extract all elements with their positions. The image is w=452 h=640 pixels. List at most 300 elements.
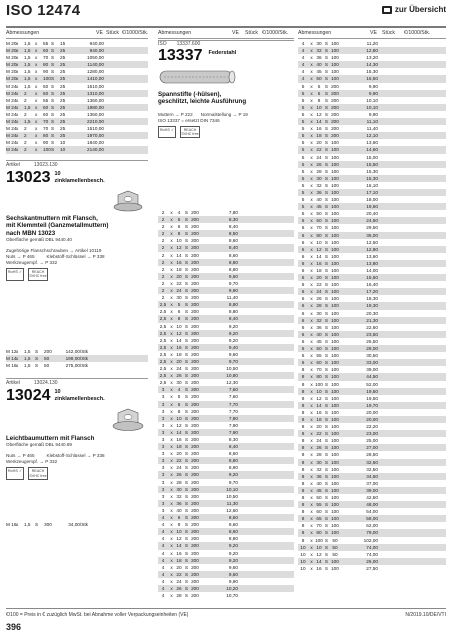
table-cell: S xyxy=(324,168,329,174)
table-cell: x xyxy=(35,76,38,82)
table-cell: 6 xyxy=(177,515,181,521)
table-cell: 5 xyxy=(301,83,305,89)
table-row xyxy=(298,40,446,47)
table-cell: x xyxy=(170,522,173,528)
table-cell: S xyxy=(324,182,329,188)
table-cell: 5 xyxy=(301,154,305,160)
table-cell: 4 xyxy=(161,550,165,556)
table-cell: 1,5 xyxy=(24,62,31,68)
middle-normal-link[interactable]: Normalstellung → P 19 xyxy=(200,111,248,117)
table-cell: 14,30 xyxy=(366,62,378,68)
table-cell: 200 xyxy=(331,83,339,89)
table-cell: 200 xyxy=(191,408,199,414)
table-cell: S xyxy=(51,48,55,54)
table-cell: 10,50 xyxy=(226,493,238,499)
table-cell: 2,5 xyxy=(159,358,167,364)
table-cell: 100 xyxy=(331,76,339,82)
table-cell: 36 xyxy=(316,473,322,479)
table-cell: S xyxy=(324,282,329,288)
table-cell: 200 xyxy=(191,337,199,343)
table-cell: 14 xyxy=(176,337,182,343)
iso-label: ISO xyxy=(158,41,167,47)
table-cell: S xyxy=(51,90,55,96)
mid-head-divider xyxy=(158,38,294,39)
table-cell: S xyxy=(324,83,329,89)
table-cell: x xyxy=(170,515,173,521)
table-cell: 12 xyxy=(316,111,322,117)
table-cell: S xyxy=(184,451,189,457)
table-cell: 24 xyxy=(176,288,182,294)
table-cell: S xyxy=(184,500,189,506)
table-row xyxy=(158,514,294,521)
table-cell: 16 xyxy=(176,437,182,442)
table-row xyxy=(158,209,294,216)
table-cell: x xyxy=(16,97,19,103)
right-head-divider xyxy=(298,38,446,39)
table-cell: 2,5 xyxy=(159,302,167,308)
table-cell: 11,10 xyxy=(366,119,378,125)
table-cell: 2140,00 xyxy=(87,147,104,153)
table-cell: 4 xyxy=(301,41,305,46)
article-desc-3: nach MBN 13023 xyxy=(6,229,56,237)
table-cell: 1,5 xyxy=(24,363,31,369)
table-cell: 45 xyxy=(316,487,322,493)
table-cell: S xyxy=(51,133,55,139)
table-cell: 10,20 xyxy=(226,585,238,591)
table-cell: 2 xyxy=(161,280,165,286)
table-cell: 22,60 xyxy=(366,324,378,330)
table-cell: x xyxy=(16,55,19,61)
table-cell: S xyxy=(324,310,329,316)
table-cell: 16 xyxy=(176,550,182,556)
page-title: ISO 12474 xyxy=(6,2,81,19)
table-cell: 24 xyxy=(176,465,182,471)
table-row xyxy=(6,90,148,97)
table-cell: 3 xyxy=(161,429,165,435)
table-cell: 5 xyxy=(301,104,305,110)
table-cell: 8,40 xyxy=(228,444,238,450)
table-cell: S xyxy=(184,493,189,499)
table-cell: S xyxy=(324,175,329,181)
table-cell: S xyxy=(51,126,55,132)
table-cell: S xyxy=(324,424,329,430)
table-cell: 275,00/Stk xyxy=(65,363,88,369)
table-cell: x xyxy=(170,422,173,428)
table-cell: S xyxy=(324,346,329,352)
table-cell: x xyxy=(170,302,173,308)
table-row xyxy=(158,464,294,471)
table-cell: 80 xyxy=(316,232,322,238)
table-cell: 39,00 xyxy=(366,487,378,493)
table-cell: 8,80 xyxy=(228,266,238,272)
table-cell: 8,80 xyxy=(228,302,238,308)
table-cell: x xyxy=(170,380,173,386)
table-cell: x xyxy=(170,358,173,364)
table-cell: 16 xyxy=(316,565,322,571)
table-cell: 37,00 xyxy=(366,480,378,486)
table-cell: x xyxy=(310,473,313,479)
tool-link[interactable]: Werkzeugempf. → P 332 xyxy=(6,260,58,266)
table-row xyxy=(298,373,446,380)
table-cell: 50 xyxy=(332,537,338,543)
article2-glue-key-link[interactable]: Klebstoff-Schlüssel → P 338 xyxy=(46,453,105,459)
table-cell: M 24 xyxy=(6,90,17,96)
table-cell: S xyxy=(324,260,329,266)
table-cell: 2 xyxy=(24,140,27,146)
table-cell: 200 xyxy=(191,231,199,237)
table-cell: 2 xyxy=(161,252,165,258)
table-cell: 12 xyxy=(176,330,182,336)
table-cell: 62,00 xyxy=(366,523,378,529)
table-row xyxy=(158,323,294,330)
table-row xyxy=(298,551,446,558)
table-cell: 39,00 xyxy=(366,367,378,373)
table-cell: 9,60 xyxy=(228,351,238,357)
table-cell: S xyxy=(184,557,189,563)
table-cell: 200 xyxy=(191,358,199,364)
table-row xyxy=(298,47,446,54)
table-cell: 200 xyxy=(191,401,199,407)
table-cell: 3 xyxy=(161,479,165,485)
table-cell: 6 xyxy=(301,324,305,330)
left-top-table xyxy=(6,40,148,154)
table-cell: 15 xyxy=(60,41,66,46)
table-cell: 22,20 xyxy=(366,424,378,430)
table-cell: 4 xyxy=(301,76,305,82)
table-row xyxy=(158,401,294,408)
table-cell: x xyxy=(310,289,313,295)
table-cell: x xyxy=(170,507,173,513)
table-cell: 2,5 xyxy=(159,373,167,379)
table-cell: x xyxy=(35,147,38,153)
table-cell: 8,60 xyxy=(228,451,238,457)
table-cell: 4 xyxy=(161,578,165,584)
table-row xyxy=(6,97,148,104)
table-cell: S xyxy=(184,536,189,542)
table-row xyxy=(6,521,148,528)
table-cell: 2,5 xyxy=(159,337,167,343)
table-cell: 8 xyxy=(301,402,305,408)
table-cell: 25 xyxy=(60,69,66,75)
table-cell: 13,60 xyxy=(366,253,378,259)
table-cell: S xyxy=(184,238,189,244)
left-head-divider xyxy=(6,38,148,39)
table-cell: 200 xyxy=(191,422,199,428)
table-cell: 19,70 xyxy=(366,402,378,408)
article2-nuts-link[interactable]: Nuts → P 465 xyxy=(6,453,35,459)
table-cell: 5 xyxy=(301,140,305,146)
table-cell: 6 xyxy=(301,360,305,366)
table-cell: S xyxy=(324,140,329,146)
table-cell: x xyxy=(170,330,173,336)
table-cell: 10 xyxy=(300,558,306,564)
table-cell: S xyxy=(324,126,329,132)
table-cell: S xyxy=(184,529,189,535)
table-cell: 22 xyxy=(176,458,182,464)
table-cell: 30 xyxy=(316,310,322,316)
table-row xyxy=(298,324,446,331)
nuts-link[interactable]: Nuts → P 465 xyxy=(6,254,35,260)
article2-coating: zinklamellenbesch. xyxy=(54,396,105,402)
table-cell: 200 xyxy=(191,585,199,591)
middle-nuts-link[interactable]: Muttern → P 222 xyxy=(158,111,193,117)
table-cell: 10 xyxy=(60,147,66,153)
mid-col-head-ve: VE xyxy=(232,30,239,36)
table-cell: 8 xyxy=(301,438,305,444)
table-cell: 100 xyxy=(331,346,339,352)
table-cell: 30 xyxy=(316,41,322,46)
table-cell: 28 xyxy=(176,593,182,599)
table-cell: 30 xyxy=(176,380,182,386)
table-cell: 6 xyxy=(301,232,305,238)
table-cell: S xyxy=(51,55,55,61)
table-cell: S xyxy=(324,154,329,160)
table-cell: 4 xyxy=(177,210,181,215)
table-row xyxy=(158,571,294,578)
table-cell: 15,30 xyxy=(366,168,378,174)
table-cell: x xyxy=(310,409,313,415)
table-cell: x xyxy=(310,360,313,366)
table-cell: 30,50 xyxy=(366,353,378,359)
table-cell: S xyxy=(184,344,189,350)
table-cell: 40 xyxy=(316,480,322,486)
table-cell: 6 xyxy=(301,275,305,281)
table-cell: 7,60 xyxy=(228,394,238,400)
table-cell: 5 xyxy=(301,161,305,167)
table-cell: 22 xyxy=(316,431,322,437)
table-cell: x xyxy=(170,451,173,457)
table-cell: S xyxy=(324,395,329,401)
article2-tool-link[interactable]: Werkzeugempf. → P 332 xyxy=(6,459,58,465)
table-cell: S xyxy=(184,266,189,272)
table-cell: 18 xyxy=(176,266,182,272)
table-cell: 10 xyxy=(316,104,322,110)
table-cell: 90 xyxy=(43,140,49,146)
table-cell: x xyxy=(35,119,38,125)
table-cell: 4 xyxy=(161,557,165,563)
table-cell: 70 xyxy=(316,523,322,529)
table-cell: 14,00 xyxy=(366,268,378,273)
table-cell: S xyxy=(324,409,329,415)
table-row xyxy=(6,54,148,61)
table-cell: 50 xyxy=(316,495,322,500)
table-cell: x xyxy=(310,90,313,96)
table-row xyxy=(298,54,446,61)
table-cell: 100 xyxy=(331,331,339,337)
table-cell: 30 xyxy=(316,175,322,181)
table-cell: x xyxy=(170,529,173,535)
table-cell: x xyxy=(310,197,313,203)
table-row xyxy=(158,216,294,223)
table-cell: S xyxy=(184,323,189,329)
table-cell: 1,5 xyxy=(24,522,31,527)
table-cell: x xyxy=(170,437,173,442)
table-cell: 1970,00 xyxy=(87,133,104,139)
table-cell: 23,50 xyxy=(366,331,378,337)
table-cell: 10 xyxy=(300,544,306,550)
table-row xyxy=(298,331,446,338)
table-row xyxy=(298,274,446,281)
table-cell: 6 xyxy=(301,317,305,323)
table-cell: 8 xyxy=(301,487,305,493)
table-cell: x xyxy=(310,204,313,210)
article-number: 13023 xyxy=(6,169,51,186)
table-cell: 100 xyxy=(331,424,339,430)
article-desc-2: mit Klemmteil (Ganzmetallmuttern) xyxy=(6,222,109,230)
table-cell: 2 xyxy=(161,259,165,265)
table-cell: 4 xyxy=(161,571,165,577)
table-cell: 22 xyxy=(316,282,322,288)
table-cell: 100 xyxy=(331,480,339,486)
table-cell: 100 xyxy=(331,161,339,167)
table-cell: 100 xyxy=(331,530,339,536)
table-cell: 15,00 xyxy=(366,154,378,160)
table-cell: x xyxy=(310,558,313,564)
table-cell: x xyxy=(170,259,173,265)
table-cell: x xyxy=(35,55,38,61)
table-cell: 14 xyxy=(176,543,182,549)
table-cell: S xyxy=(324,55,329,61)
table-cell: 24 xyxy=(316,154,322,160)
table-cell: 50 xyxy=(332,544,338,550)
table-cell: 9,90 xyxy=(228,288,238,294)
table-cell: 10 xyxy=(316,544,322,550)
table-cell: 32 xyxy=(316,466,322,472)
table-cell: 940,00 xyxy=(89,41,104,46)
table-row xyxy=(298,281,446,288)
table-row xyxy=(6,362,148,369)
table-cell: 200 xyxy=(331,97,339,103)
table-cell: x xyxy=(310,459,313,465)
article-accessory-link[interactable]: Zugehörige Flanschschrauben → Artikel 10119 xyxy=(6,248,102,254)
table-cell: 100 xyxy=(331,558,339,564)
table-cell: 4 xyxy=(161,564,165,570)
table-cell: 34,00/Stk xyxy=(68,522,88,527)
table-cell: 25 xyxy=(60,133,66,139)
table-cell: 1610,00 xyxy=(87,83,104,89)
left-col-head-price: €/1000/Stk. xyxy=(122,30,149,36)
table-row xyxy=(6,125,148,132)
table-cell: x xyxy=(170,593,173,599)
table-cell: 19,50 xyxy=(366,395,378,401)
table-cell: S xyxy=(324,388,329,394)
table-row xyxy=(298,558,446,565)
table-cell: S xyxy=(184,217,189,223)
table-cell: 9,70 xyxy=(228,358,238,364)
table-cell: 24 xyxy=(176,366,182,372)
table-cell: 6 xyxy=(301,253,305,259)
table-cell: x xyxy=(170,387,173,393)
table-cell: 55 xyxy=(316,353,322,359)
table-cell: S xyxy=(184,351,189,357)
table-cell: 10 xyxy=(176,323,182,329)
middle-rohs-badge: RoHS ✓ xyxy=(158,126,176,138)
table-cell: 7,80 xyxy=(228,415,238,421)
table-cell: 100 xyxy=(331,310,339,316)
overview-link[interactable] xyxy=(382,5,446,14)
table-cell: 6 xyxy=(301,225,305,231)
table-row xyxy=(298,161,446,168)
table-cell: 100 xyxy=(331,168,339,174)
table-cell: 3 xyxy=(161,394,165,400)
table-cell: 22 xyxy=(176,571,182,577)
table-cell: x xyxy=(310,367,313,373)
glue-key-link[interactable]: Klebstoff-Schlüssel → P 338 xyxy=(46,254,105,260)
table-cell: 25 xyxy=(60,119,66,125)
table-cell: x xyxy=(170,415,173,421)
table-cell: S xyxy=(324,416,329,422)
table-cell: 25 xyxy=(60,62,66,68)
table-cell: 4 xyxy=(301,69,305,75)
table-cell: x xyxy=(310,551,313,557)
table-row xyxy=(158,344,294,351)
table-cell: 55 xyxy=(316,502,322,508)
table-cell: S xyxy=(184,295,189,301)
table-cell: S xyxy=(184,472,189,478)
left-col-head-ve: VE xyxy=(96,30,103,36)
table-row xyxy=(298,224,446,231)
table-cell: S xyxy=(324,487,329,493)
right-col-head-dim: Abmessungen xyxy=(298,30,332,36)
table-row xyxy=(298,146,446,153)
table-cell: 45 xyxy=(316,204,322,210)
table-cell: S xyxy=(324,381,329,387)
table-row xyxy=(6,75,148,82)
table-cell: x xyxy=(35,104,38,110)
table-cell: 200 xyxy=(331,126,339,132)
table-cell: S xyxy=(324,516,329,522)
table-row xyxy=(158,422,294,429)
table-cell: 100 xyxy=(331,402,339,408)
table-row xyxy=(298,522,446,529)
table-cell: 142,00/Stk xyxy=(65,349,88,354)
table-cell: 20,40 xyxy=(366,211,378,217)
table-cell: 100 xyxy=(331,225,339,231)
table-cell: 100 xyxy=(331,431,339,437)
table-cell: 200 xyxy=(191,444,199,450)
table-cell: 40 xyxy=(176,507,182,513)
table-cell: 20,00 xyxy=(366,409,378,415)
table-cell: 11,30 xyxy=(226,500,238,506)
table-cell: S xyxy=(51,76,55,82)
table-cell: 45 xyxy=(316,338,322,344)
table-cell: 32 xyxy=(176,493,182,499)
table-cell: 70 xyxy=(43,126,49,132)
table-cell: 8 xyxy=(317,97,321,103)
table-cell: 200 xyxy=(191,330,199,336)
table-cell: S xyxy=(324,253,329,259)
table-cell: x xyxy=(310,189,313,195)
table-cell: x xyxy=(170,564,173,570)
table-cell: 200 xyxy=(191,493,199,499)
table-row xyxy=(298,366,446,373)
table-row xyxy=(298,295,446,302)
table-row xyxy=(298,302,446,309)
table-cell: 200 xyxy=(191,500,199,506)
table-row xyxy=(158,500,294,507)
table-cell: S xyxy=(324,445,329,451)
table-cell: x xyxy=(310,218,313,224)
table-cell: x xyxy=(310,182,313,188)
table-cell: 28,50 xyxy=(366,452,378,458)
table-cell: 6 xyxy=(301,310,305,316)
table-cell: 7,70 xyxy=(228,408,238,414)
table-cell: 10,70 xyxy=(226,593,238,599)
table-cell: 1,5 xyxy=(24,349,31,354)
table-cell: 18 xyxy=(316,133,322,139)
table-row xyxy=(298,154,446,161)
table-cell: 4 xyxy=(301,48,305,54)
